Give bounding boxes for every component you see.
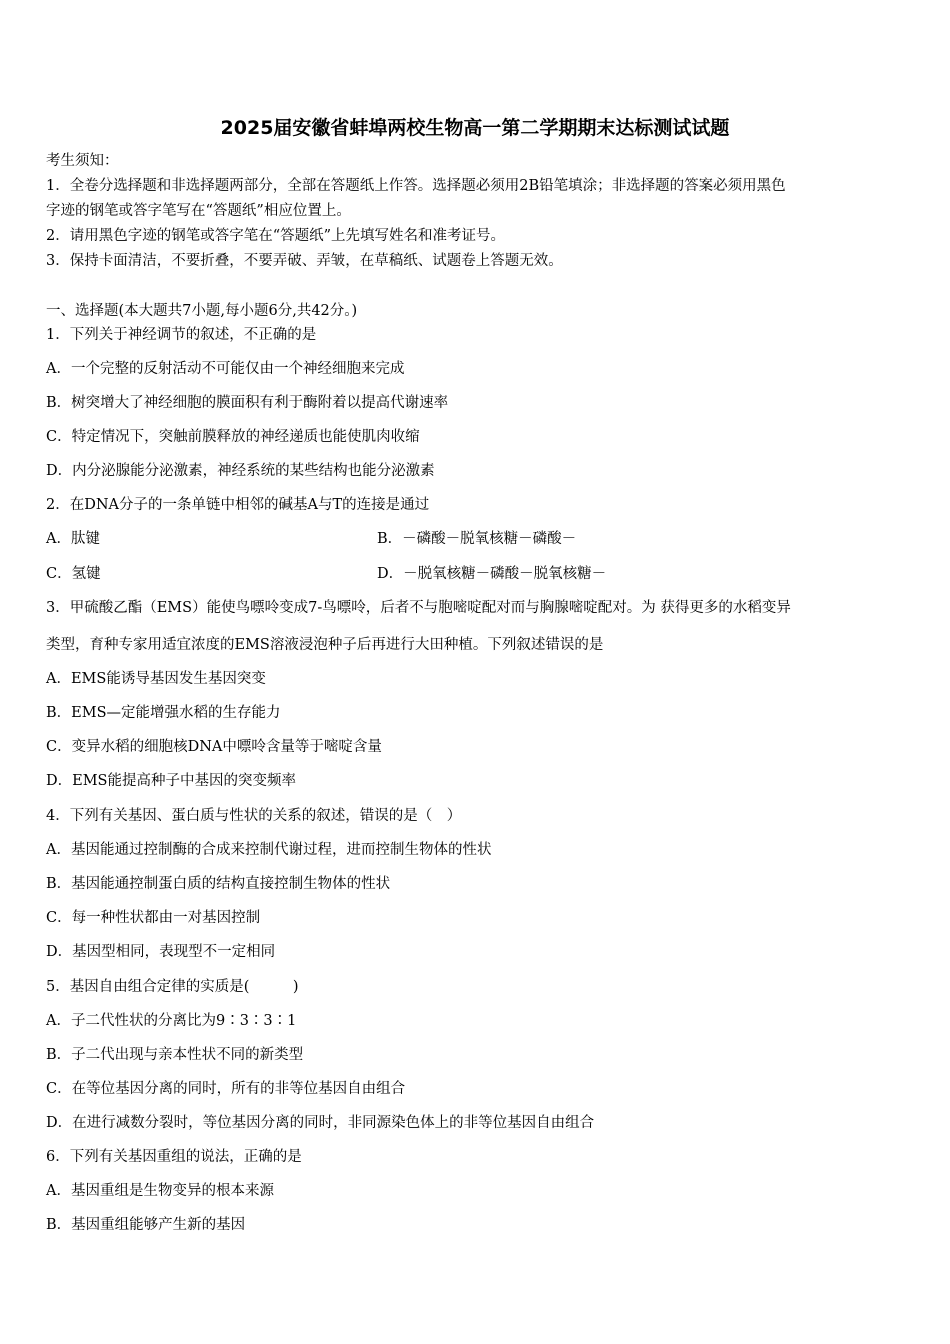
question-1-stem: 1．下列关于神经调节的叙述，不正确的是 (46, 327, 317, 343)
q3-option-c[interactable]: C．变异水稻的细胞核DNA中嘌呤含量等于嘧啶含量 (46, 739, 382, 755)
q2-option-a[interactable]: A．肽键 (46, 531, 100, 547)
q4-option-c[interactable]: C．每一种性状都由一对基因控制 (46, 910, 261, 926)
q5-option-a[interactable]: A．子二代性状的分离比为9∶3∶3∶1 (46, 1013, 297, 1029)
notice-line: 3．保持卡面清洁，不要折叠，不要弄破、弄皱，在草稿纸、试题卷上答题无效。 (46, 253, 563, 269)
section-heading: 一、选择题(本大题共7小题,每小题6分,共42分。) (46, 303, 358, 319)
question-5-stem: 5．基因自由组合定律的实质是( ) (46, 979, 299, 995)
q1-option-a[interactable]: A．一个完整的反射活动不可能仅由一个神经细胞来完成 (46, 361, 405, 377)
question-3-stem: 3．甲硫酸乙酯（EMS）能使鸟嘌呤变成7-鸟嘌呤，后者不与胞嘧啶配对而与胸腺嘧啶配对。为 获得更多的水稻变异 (46, 600, 791, 616)
q4-option-a[interactable]: A．基因能通过控制酶的合成来控制代谢过程，进而控制生物体的性状 (46, 842, 492, 858)
q1-option-d[interactable]: D．内分泌腺能分泌激素，神经系统的某些结构也能分泌激素 (46, 463, 435, 479)
notice-line: 2．请用黑色字迹的钢笔或答字笔在“答题纸”上先填写姓名和准考证号。 (46, 228, 506, 244)
question-4-stem: 4．下列有关基因、蛋白质与性状的关系的叙述，错误的是（ ） (46, 808, 462, 824)
notice-line: 1．全卷分选择题和非选择题两部分，全部在答题纸上作答。选择题必须用2B铅笔填涂；非选择题的答案必须用黑色 (46, 178, 786, 194)
q2-option-d[interactable]: D．－脱氧核糖－磷酸－脱氧核糖－ (377, 566, 607, 582)
q6-option-a[interactable]: A．基因重组是生物变异的根本来源 (46, 1183, 274, 1199)
question-2-stem: 2．在DNA分子的一条单链中相邻的碱基A与T的连接是通过 (46, 497, 430, 513)
q3-option-a[interactable]: A．EMS能诱导基因发生基因突变 (46, 671, 266, 687)
q2-option-b[interactable]: B．－磷酸－脱氧核糖－磷酸－ (377, 531, 577, 547)
q3-option-b[interactable]: B．EMS—定能增强水稻的生存能力 (46, 705, 281, 721)
notice-line: 字迹的钢笔或答字笔写在“答题纸”相应位置上。 (46, 203, 351, 219)
q3-option-d[interactable]: D．EMS能提高种子中基因的突变频率 (46, 773, 296, 789)
notice-heading: 考生须知： (46, 153, 119, 169)
q5-option-b[interactable]: B．子二代出现与亲本性状不同的新类型 (46, 1047, 304, 1063)
q2-option-c[interactable]: C．氢键 (46, 566, 101, 582)
q4-option-b[interactable]: B．基因能通控制蛋白质的结构直接控制生物体的性状 (46, 876, 391, 892)
q6-option-b[interactable]: B．基因重组能够产生新的基因 (46, 1217, 246, 1233)
question-3-stem-cont: 类型，育种专家用适宜浓度的EMS溶液浸泡种子后再进行大田种植。下列叙述错误的是 (46, 637, 604, 653)
q1-option-b[interactable]: B．树突增大了神经细胞的膜面积有利于酶附着以提高代谢速率 (46, 395, 449, 411)
question-6-stem: 6．下列有关基因重组的说法，正确的是 (46, 1149, 302, 1165)
q5-option-d[interactable]: D．在进行减数分裂时，等位基因分离的同时，非同源染色体上的非等位基因自由组合 (46, 1115, 595, 1131)
q4-option-d[interactable]: D．基因型相同，表现型不一定相同 (46, 944, 276, 960)
q5-option-c[interactable]: C．在等位基因分离的同时，所有的非等位基因自由组合 (46, 1081, 406, 1097)
q1-option-c[interactable]: C．特定情况下，突触前膜释放的神经递质也能使肌肉收缩 (46, 429, 420, 445)
exam-title: 2025届安徽省蚌埠两校生物高一第二学期期末达标测试试题 (220, 117, 730, 139)
